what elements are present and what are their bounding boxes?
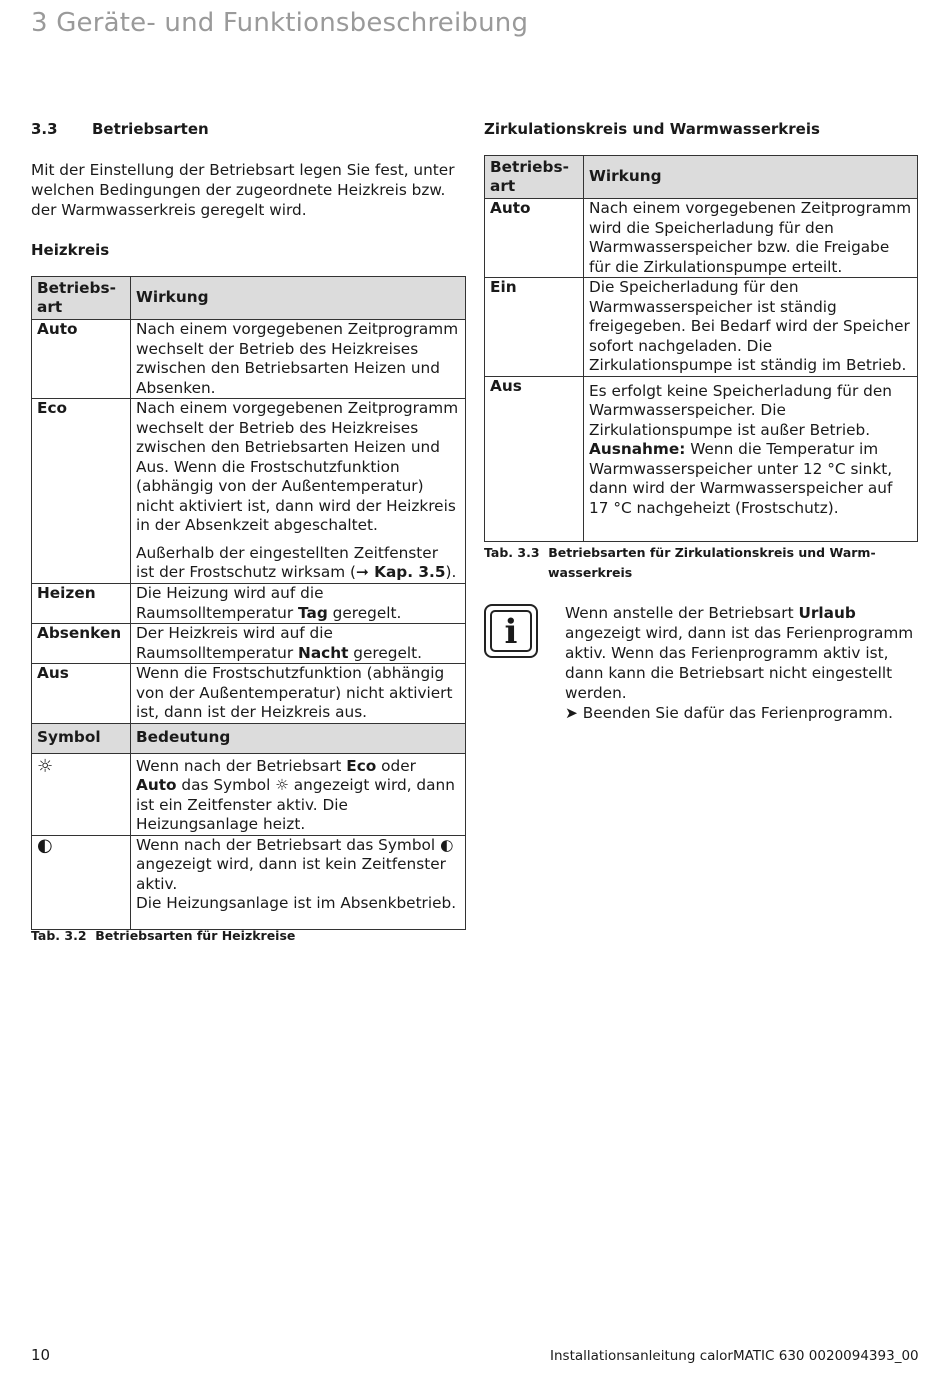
heizkreis-table (31, 276, 466, 930)
moon-icon: ◐ (37, 834, 53, 856)
ww-mode-ein: Ein (485, 278, 584, 377)
caption-number: Tab. 3.3 (484, 545, 540, 560)
table-row (485, 376, 918, 541)
table-row (32, 320, 466, 399)
section-title: Betriebsarten (92, 120, 209, 138)
table-row (32, 664, 466, 724)
info-action-text: Beenden Sie dafür das Ferienprogramm. (582, 704, 893, 722)
mode-absenken: Absenken (32, 624, 131, 664)
table-row (32, 835, 466, 929)
table-caption-3-2 (31, 926, 295, 946)
info-bold-urlaub: Urlaub (798, 604, 856, 622)
info-note (565, 603, 925, 723)
caption-text-cont: wasserkreis (548, 565, 633, 580)
info-text-1: Wenn anstelle der Betriebsart (565, 604, 799, 622)
ww-mode-auto-description: Nach einem vorgegebenen Zeitprogramm wird die Speicherladung für den Warmwasserspeicher bzw. die Freigabe für die Zirkulationspumpe erteilt. (584, 199, 918, 278)
info-icon (484, 604, 538, 658)
eco-paragraph-1: Nach einem vorgegebenen Zeitprogramm wechselt der Betrieb des Heizkreises zwischen den Betriebsarten Heizen und Aus. Wenn die Frostschutzfunktion (abhängig von der Außentemperatur) nicht aktiviert ist, dann wird der Heizkreis in der Absenkzeit abgeschaltet. (136, 399, 459, 534)
info-action (565, 703, 925, 723)
moon-text-1: Wenn nach der Betriebsart das Symbol ◐ angezeigt wird, dann ist kein Zeitfenster aktiv. (136, 835, 454, 893)
absenken-bold: Nacht (298, 643, 349, 662)
eco-paragraph-2 (136, 544, 460, 583)
document-reference: Installationsanleitung calorMATIC 630 0020094393_00 (550, 1348, 919, 1364)
mode-heizen: Heizen (32, 584, 131, 624)
sun-icon: ☼ (37, 755, 54, 777)
ww-mode-ein-description: Die Speicherladung für den Warmwasserspeicher ist ständig freigegeben. Bei Bedarf wird der Speicher sofort nachgeladen. Die Zirkulationspumpe ist ständig im Betrieb. (584, 278, 918, 377)
table-caption-3-3 (484, 543, 876, 583)
col-header-wirkung: Wirkung (584, 156, 918, 199)
ww-mode-aus-description (584, 376, 918, 541)
caption-number: Tab. 3.2 (31, 928, 87, 943)
sun-text-2: oder (376, 756, 416, 775)
heizen-bold: Tag (298, 603, 328, 622)
table-row (32, 753, 466, 835)
col-header-bedeutung: Bedeutung (131, 723, 466, 753)
table-row (485, 278, 918, 377)
sun-symbol-description (131, 753, 466, 835)
caption-text: Betriebsarten für Zirkulationskreis und Warm- (548, 545, 876, 560)
sun-bold-eco: Eco (346, 756, 377, 775)
moon-symbol-description (131, 835, 466, 929)
section-number: 3.3 (31, 120, 58, 138)
mode-aus: Aus (32, 664, 131, 724)
ww-aus-exception-label: Ausnahme: (589, 440, 686, 458)
heizkreis-heading: Heizkreis (31, 241, 110, 259)
col-header-betriebsart: Betriebs-art (32, 277, 131, 320)
moon-text-2: Die Heizungsanlage ist im Absenkbetrieb. (136, 894, 457, 912)
absenken-text-end: geregelt. (348, 643, 423, 662)
info-text-2: angezeigt wird, dann ist das Ferienprogramm aktiv. Wenn das Ferienprogramm aktiv ist, dann kann die Betriebsart nicht eingestellt werden. (565, 624, 914, 702)
col-header-betriebsart: Betriebs-art (485, 156, 584, 199)
section-intro: Mit der Einstellung der Betriebsart legen Sie fest, unter welchen Bedingungen der zugeordnete Heizkreis bzw. der Warmwasserkreis geregelt wird. (31, 161, 455, 219)
chapter-reference-link[interactable]: ➞ Kap. 3.5 (355, 563, 446, 581)
table-row (485, 199, 918, 278)
chapter-title: 3 Geräte- und Funktionsbeschreibung (31, 8, 529, 38)
sun-text-3: das Symbol ☼ angezeigt wird, dann ist ein Zeitfenster aktiv. Die Heizungsanlage heizt. (136, 776, 455, 833)
warmwasser-heading: Zirkulationskreis und Warmwasserkreis (484, 120, 820, 138)
ww-mode-auto: Auto (485, 199, 584, 278)
action-arrow-icon: ➤ (565, 704, 578, 722)
sun-bold-auto: Auto (136, 776, 177, 794)
absenken-text: Der Heizkreis wird auf die Raumsolltemperatur (136, 624, 333, 662)
col-header-wirkung: Wirkung (131, 277, 466, 320)
col-header-symbol: Symbol (32, 723, 131, 753)
ww-mode-aus: Aus (485, 376, 584, 541)
info-icon-glyph: i (490, 610, 532, 652)
table-row (32, 584, 466, 624)
warmwasser-table (484, 155, 918, 542)
caption-text: Betriebsarten für Heizkreise (95, 928, 296, 943)
mode-eco: Eco (32, 399, 131, 584)
mode-aus-description: Wenn die Frostschutzfunktion (abhängig von der Außentemperatur) nicht aktiviert ist, dann ist der Heizkreis aus. (131, 664, 466, 724)
mode-auto-description: Nach einem vorgegebenen Zeitprogramm wechselt der Betrieb des Heizkreises zwischen den Betriebsarten Heizen und Absenken. (131, 320, 466, 399)
mode-heizen-description (131, 584, 466, 624)
sun-text-1: Wenn nach der Betriebsart (136, 756, 347, 775)
heizen-text: Die Heizung wird auf die Raumsolltemperatur (136, 584, 324, 622)
table-row (32, 399, 466, 584)
page-number: 10 (31, 1346, 51, 1364)
mode-absenken-description (131, 624, 466, 664)
eco-note-text: Außerhalb der eingestellten Zeitfenster ist der Frostschutz wirksam ( (136, 543, 439, 581)
table-row (32, 624, 466, 664)
mode-eco-description (131, 399, 466, 584)
mode-auto: Auto (32, 320, 131, 399)
heizen-text-end: geregelt. (327, 603, 402, 622)
ww-aus-text: Es erfolgt keine Speicherladung für den Warmwasserspeicher. Die Zirkulationspumpe ist außer Betrieb. (589, 381, 892, 439)
eco-note-end: ). (445, 563, 457, 581)
ww-aus-exception-text: Wenn die Temperatur im Warmwasserspeicher unter 12 °C sinkt, dann wird der Warmwasserspeicher auf 17 °C nachgeheizt (Frostschutz). (589, 440, 893, 517)
